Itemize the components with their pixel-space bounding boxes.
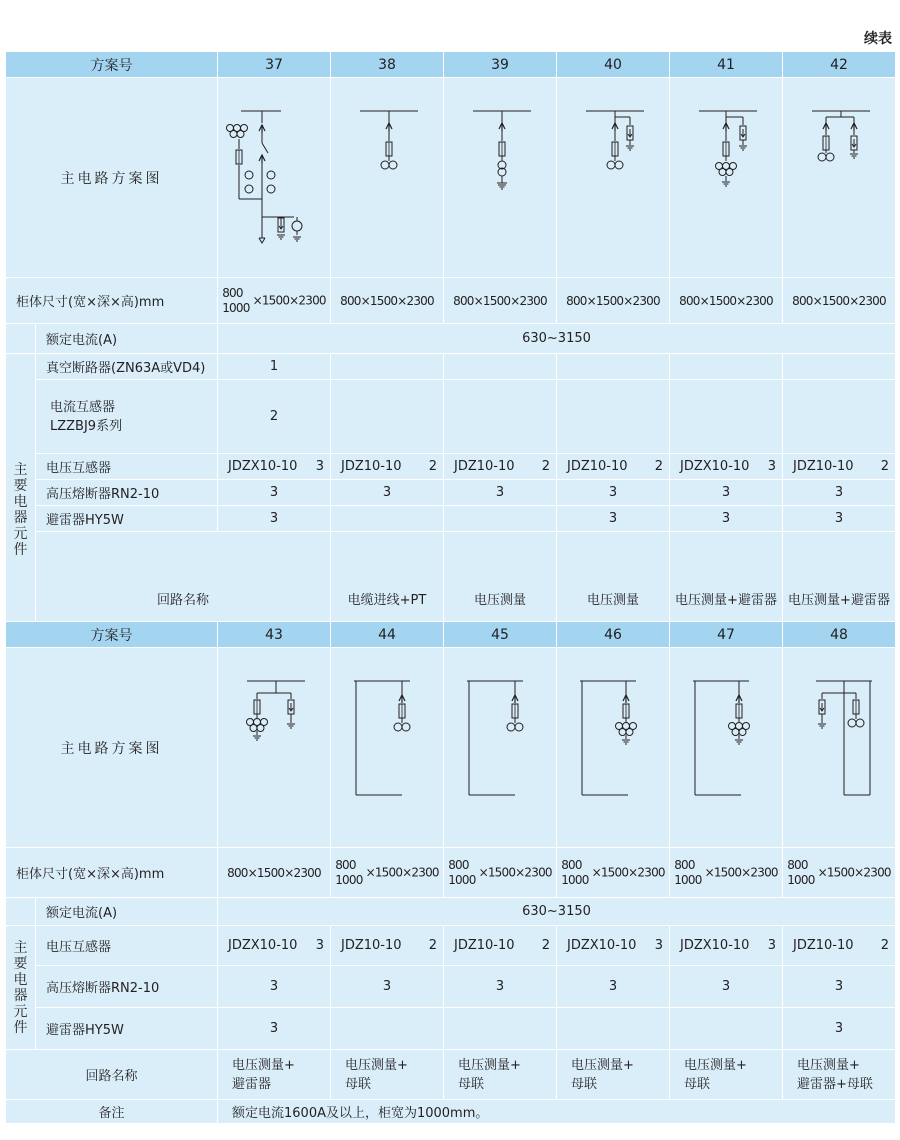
circuit-diagram-39 — [444, 78, 557, 278]
vcb-cell — [670, 354, 783, 380]
pt-cell: JDZ10-10 2 — [783, 454, 896, 480]
main-parts-label: 主 要 电 器 元 件 — [6, 354, 36, 666]
fuse-cell: 3 — [331, 480, 444, 506]
circuit-diagram-38 — [331, 78, 444, 278]
size-cell: 800×1500×2300 — [557, 278, 670, 324]
arrester-cell — [670, 1008, 783, 1050]
fuse-cell: 3 — [557, 966, 670, 1008]
rated-current-row — [6, 898, 896, 926]
remark-label: 备注 — [6, 1100, 218, 1124]
fuse-cell: 3 — [444, 966, 557, 1008]
circuit-diagram-48 — [783, 648, 896, 848]
circuit-label: 回路名称 — [6, 1050, 218, 1100]
scheme-number-row — [6, 52, 896, 78]
arrester-label: 避雷器HY5W — [36, 1008, 218, 1050]
pt-cell: JDZX10-10 3 — [557, 926, 670, 966]
remark-text: 额定电流1600A及以上，柜宽为1000mm。 — [218, 1100, 896, 1124]
circuit-cell: 电缆进线+PT — [331, 532, 444, 666]
fuse-cell: 3 — [444, 480, 557, 506]
circuit-label: 回路名称 — [36, 532, 331, 666]
size-label: 柜体尺寸(宽×深×高)mm — [6, 848, 218, 898]
diagram-row — [6, 648, 896, 848]
fuse-cell: 3 — [670, 480, 783, 506]
scheme-no-cell: 41 — [670, 52, 783, 78]
pt-cell: JDZ10-10 2 — [444, 454, 557, 480]
circuit-cell: 电压测量+ 避雷器 — [218, 1050, 331, 1100]
pt-label: 电压互感器 — [36, 454, 218, 480]
fuse-row — [6, 480, 896, 506]
size-row — [6, 278, 896, 324]
rated-current-value: 630~3150 — [218, 324, 896, 354]
scheme-no-cell: 47 — [670, 622, 783, 648]
circuit-cell: 电压测量+ 母联 — [557, 1050, 670, 1100]
circuit-diagram-43 — [218, 648, 331, 848]
rated-current-label: 额定电流(A) — [36, 324, 218, 354]
arrester-cell: 3 — [783, 1008, 896, 1050]
scheme-no-cell: 46 — [557, 622, 670, 648]
spec-table-2 — [5, 621, 896, 1124]
size-label: 柜体尺寸(宽×深×高)mm — [6, 278, 218, 324]
pt-label: 电压互感器 — [36, 926, 218, 966]
arrester-label: 避雷器HY5W — [36, 506, 218, 532]
fuse-cell: 3 — [218, 966, 331, 1008]
pt-cell: JDZX10-10 3 — [218, 926, 331, 966]
pt-cell: JDZX10-10 3 — [218, 454, 331, 480]
diagram-label: 主电路方案图 — [6, 648, 218, 848]
fuse-cell: 3 — [670, 966, 783, 1008]
circuit-cell: 电压测量+ 母联 — [670, 1050, 783, 1100]
scheme-no-label: 方案号 — [6, 622, 218, 648]
pt-cell: JDZ10-10 2 — [331, 926, 444, 966]
fuse-cell: 3 — [783, 480, 896, 506]
scheme-no-cell: 48 — [783, 622, 896, 648]
arrester-cell — [331, 506, 444, 532]
size-cell: 800×1500×2300 — [783, 278, 896, 324]
rated-current-value: 630~3150 — [218, 898, 896, 926]
scheme-no-cell: 38 — [331, 52, 444, 78]
circuit-cell: 电压测量+ 母联 — [444, 1050, 557, 1100]
pt-cell: JDZX10-10 3 — [670, 454, 783, 480]
arrester-cell — [557, 1008, 670, 1050]
diagram-label: 主电路方案图 — [6, 78, 218, 278]
ct-cell — [331, 380, 444, 454]
ct-row — [6, 380, 896, 454]
arrester-cell — [444, 1008, 557, 1050]
circuit-diagram-42 — [783, 78, 896, 278]
pt-cell: JDZ10-10 2 — [557, 454, 670, 480]
vcb-cell — [783, 354, 896, 380]
fuse-cell: 3 — [218, 480, 331, 506]
continued-label: 续表 — [864, 31, 892, 47]
arrester-cell: 3 — [218, 1008, 331, 1050]
size-cell: 800 1000 ×1500×2300 — [670, 848, 783, 898]
circuit-cell: 电压测量+避雷器 — [783, 532, 896, 666]
circuit-diagram-46 — [557, 648, 670, 848]
size-cell: 800 1000 ×1500×2300 — [218, 278, 331, 324]
size-cell: 800 1000 ×1500×2300 — [331, 848, 444, 898]
circuit-name-row — [6, 1050, 896, 1100]
vcb-cell — [331, 354, 444, 380]
pt-cell: JDZ10-10 2 — [331, 454, 444, 480]
fuse-cell: 3 — [331, 966, 444, 1008]
ct-label: 电流互感器 LZZBJ9系列 — [36, 380, 218, 454]
fuse-cell: 3 — [557, 480, 670, 506]
arrester-cell: 3 — [557, 506, 670, 532]
circuit-diagram-45 — [444, 648, 557, 848]
fuse-cell: 3 — [783, 966, 896, 1008]
vcb-label: 真空断路器(ZN63A或VD4) — [36, 354, 218, 380]
size-cell: 800×1500×2300 — [444, 278, 557, 324]
size-cell: 800 1000 ×1500×2300 — [783, 848, 896, 898]
circuit-diagram-40 — [557, 78, 670, 278]
scheme-no-cell: 43 — [218, 622, 331, 648]
diagram-row — [6, 78, 896, 278]
circuit-diagram-41 — [670, 78, 783, 278]
size-cell: 800 1000 ×1500×2300 — [557, 848, 670, 898]
size-cell: 800×1500×2300 — [218, 848, 331, 898]
arrester-cell: 3 — [783, 506, 896, 532]
scheme-no-cell: 45 — [444, 622, 557, 648]
arrester-cell: 3 — [670, 506, 783, 532]
rated-current-row — [6, 324, 896, 354]
fuse-label: 高压熔断器RN2-10 — [36, 966, 218, 1008]
circuit-diagram-47 — [670, 648, 783, 848]
scheme-number-row — [6, 622, 896, 648]
arrester-row — [6, 506, 896, 532]
spec-table-1 — [5, 51, 896, 690]
vcb-cell: 1 — [218, 354, 331, 380]
ct-cell — [670, 380, 783, 454]
circuit-cell: 电压测量 — [557, 532, 670, 666]
circuit-cell: 电压测量+避雷器 — [670, 532, 783, 666]
pt-cell: JDZ10-10 2 — [783, 926, 896, 966]
circuit-diagram-44 — [331, 648, 444, 848]
circuit-cell: 电压测量+ 母联 — [331, 1050, 444, 1100]
arrester-cell: 3 — [218, 506, 331, 532]
scheme-no-cell: 39 — [444, 52, 557, 78]
size-row — [6, 848, 896, 898]
size-cell: 800×1500×2300 — [331, 278, 444, 324]
main-parts-label: 主 要 电 器 元 件 — [6, 926, 36, 1050]
ct-cell — [444, 380, 557, 454]
circuit-cell: 电压测量 — [444, 532, 557, 666]
scheme-no-cell: 40 — [557, 52, 670, 78]
vcb-row — [6, 354, 896, 380]
remark-row — [6, 1100, 896, 1124]
scheme-no-cell: 44 — [331, 622, 444, 648]
size-cell: 800×1500×2300 — [670, 278, 783, 324]
ct-cell — [557, 380, 670, 454]
circuit-diagram-37 — [218, 78, 331, 278]
fuse-label: 高压熔断器RN2-10 — [36, 480, 218, 506]
scheme-no-cell: 42 — [783, 52, 896, 78]
pt-row — [6, 454, 896, 480]
pt-cell: JDZ10-10 2 — [444, 926, 557, 966]
circuit-cell: 电压测量+ 避雷器+母联 — [783, 1050, 896, 1100]
vcb-cell — [557, 354, 670, 380]
vcb-cell — [444, 354, 557, 380]
pt-row — [6, 926, 896, 966]
size-cell: 800 1000 ×1500×2300 — [444, 848, 557, 898]
scheme-no-label: 方案号 — [6, 52, 218, 78]
arrester-cell — [331, 1008, 444, 1050]
rated-current-label: 额定电流(A) — [36, 898, 218, 926]
scheme-no-cell: 37 — [218, 52, 331, 78]
pt-cell: JDZX10-10 3 — [670, 926, 783, 966]
fuse-row — [6, 966, 896, 1008]
arrester-cell — [444, 506, 557, 532]
ct-cell — [783, 380, 896, 454]
ct-cell: 2 — [218, 380, 331, 454]
arrester-row — [6, 1008, 896, 1050]
